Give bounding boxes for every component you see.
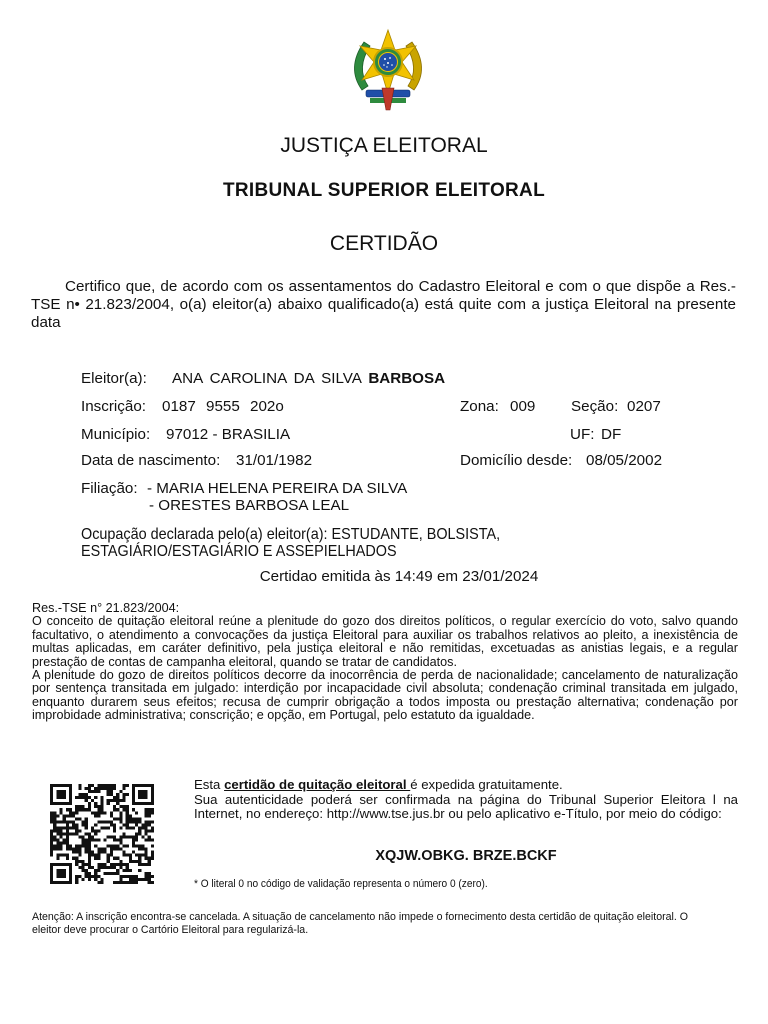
uf-value: DF	[601, 426, 622, 443]
secao-value: 0207	[627, 398, 661, 415]
ocupacao-line-1: Ocupação declarada pelo(a) eleitor(a): ESTUDANTE, BOLSISTA,	[81, 526, 501, 543]
header-tribunal-superior: TRIBUNAL SUPERIOR ELEITORAL	[223, 180, 545, 201]
inscricao-value: 0187 9555 202o	[162, 398, 284, 415]
domicilio-label: Domicílio desde:	[460, 452, 573, 469]
zona-value: 009	[510, 398, 536, 415]
brasil-coat-of-arms-emblem	[340, 28, 436, 116]
validation-post: é expedida gratuitamente.	[410, 777, 563, 792]
zona-label: Zona:	[460, 398, 499, 415]
municipio-label: Município:	[81, 426, 151, 443]
nascimento-label: Data de nascimento:	[81, 452, 221, 469]
validation-code: XQJW.OBKG. BRZE.BCKF	[375, 848, 557, 864]
emission-timestamp: Certidao emitida às 14:49 em 23/01/2024	[259, 568, 539, 585]
secao-label: Seção:	[571, 398, 619, 415]
legal-paragraph-2: A plenitude do gozo de direitos políticos decorre da inocorrência de perda de nacionalidade; cancelamento de naturalização por sentença transitada em julgado: interdição por incapacidade civil absoluta; condenação criminal transitada em julgado, enquanto durarem seus efeitos; recusa de cumprir obrigação a todos imposta ou prestação alternativa; condenação por improbidade administrativa; conscrição; e opção, em Portugal, pelo estatuto da igualdade.	[32, 668, 738, 723]
validation-pre: Esta	[194, 777, 225, 792]
voter-name-last: BARBOSA	[368, 370, 446, 387]
ocupacao-declarada	[81, 526, 500, 560]
legal-reference: Res.-TSE n° 21.823/2004:	[32, 601, 180, 615]
filiacao-mother: - MARIA HELENA PEREIRA DA SILVA	[147, 480, 408, 497]
validation-info	[194, 778, 738, 822]
quitacao-link-text: certidão de quitação eleitoral	[224, 777, 411, 792]
ocupacao-line-2: ESTAGIÁRIO/ESTAGIÁRIO E ASSEPIELHADOS	[81, 543, 397, 560]
nascimento-value: 31/01/1982	[236, 452, 313, 469]
voter-name-first: ANA CAROLINA DA SILVA	[172, 370, 362, 387]
document-title: CERTIDÃO	[329, 232, 439, 255]
municipio-value: 97012 - BRASILIA	[166, 426, 291, 443]
intro-paragraph: Certifico que, de acordo com os assentamentos do Cadastro Eleitoral e com o que dispõe a Res.-TSE n• 21.823/2004, o(a) eleitor(a) abaixo qualificado(a) está quite com a justiça Eleitoral na presente data	[31, 278, 736, 331]
legal-paragraph-1: O conceito de quitação eleitoral reúne a plenitude do gozo dos direitos políticos, o regular exercício do voto, salvo quando facultativo, o atendimento a convocações da justiça Eleitoral para auxiliar os trabalhos relativos ao pleito, a inexistência de multas aplicadas, em caráter definitivo, pela justiça eleitoral e não remitidas, excetuadas as anistias legais, e a regular prestação de contas de campanha eleitoral, quando se tratar de candidatos.	[32, 614, 738, 669]
cancellation-notice: Atenção: A inscrição encontra-se cancelada. A situação de cancelamento não impede o fornecimento desta certidão de quitação eleitoral. O eleitor deve procurar o Cartório Eleitoral para regularizá-la.	[32, 911, 689, 936]
filiacao-father: - ORESTES BARBOSA LEAL	[149, 497, 350, 514]
filiacao-label: Filiação:	[81, 480, 138, 497]
domicilio-value: 08/05/2002	[586, 452, 663, 469]
uf-label: UF:	[570, 426, 595, 443]
legal-text	[32, 602, 738, 723]
qr-code-image	[50, 784, 154, 884]
eleitor-label: Eleitor(a):	[81, 370, 147, 387]
voter-name	[172, 370, 445, 387]
validation-text: Sua autenticidade poderá ser confirmada na página do Tribunal Superior Eleitora l na Internet, no endereço: http://www.tse.jus.br ou pelo aplicativo e-Título, por meio do código:	[194, 791, 738, 822]
inscricao-label: Inscrição:	[81, 398, 146, 415]
validation-first-line	[194, 778, 738, 793]
validation-note: * O literal 0 no código de validação representa o número 0 (zero).	[194, 878, 488, 890]
header-justica-eleitoral: JUSTIÇA ELEITORAL	[280, 134, 488, 157]
